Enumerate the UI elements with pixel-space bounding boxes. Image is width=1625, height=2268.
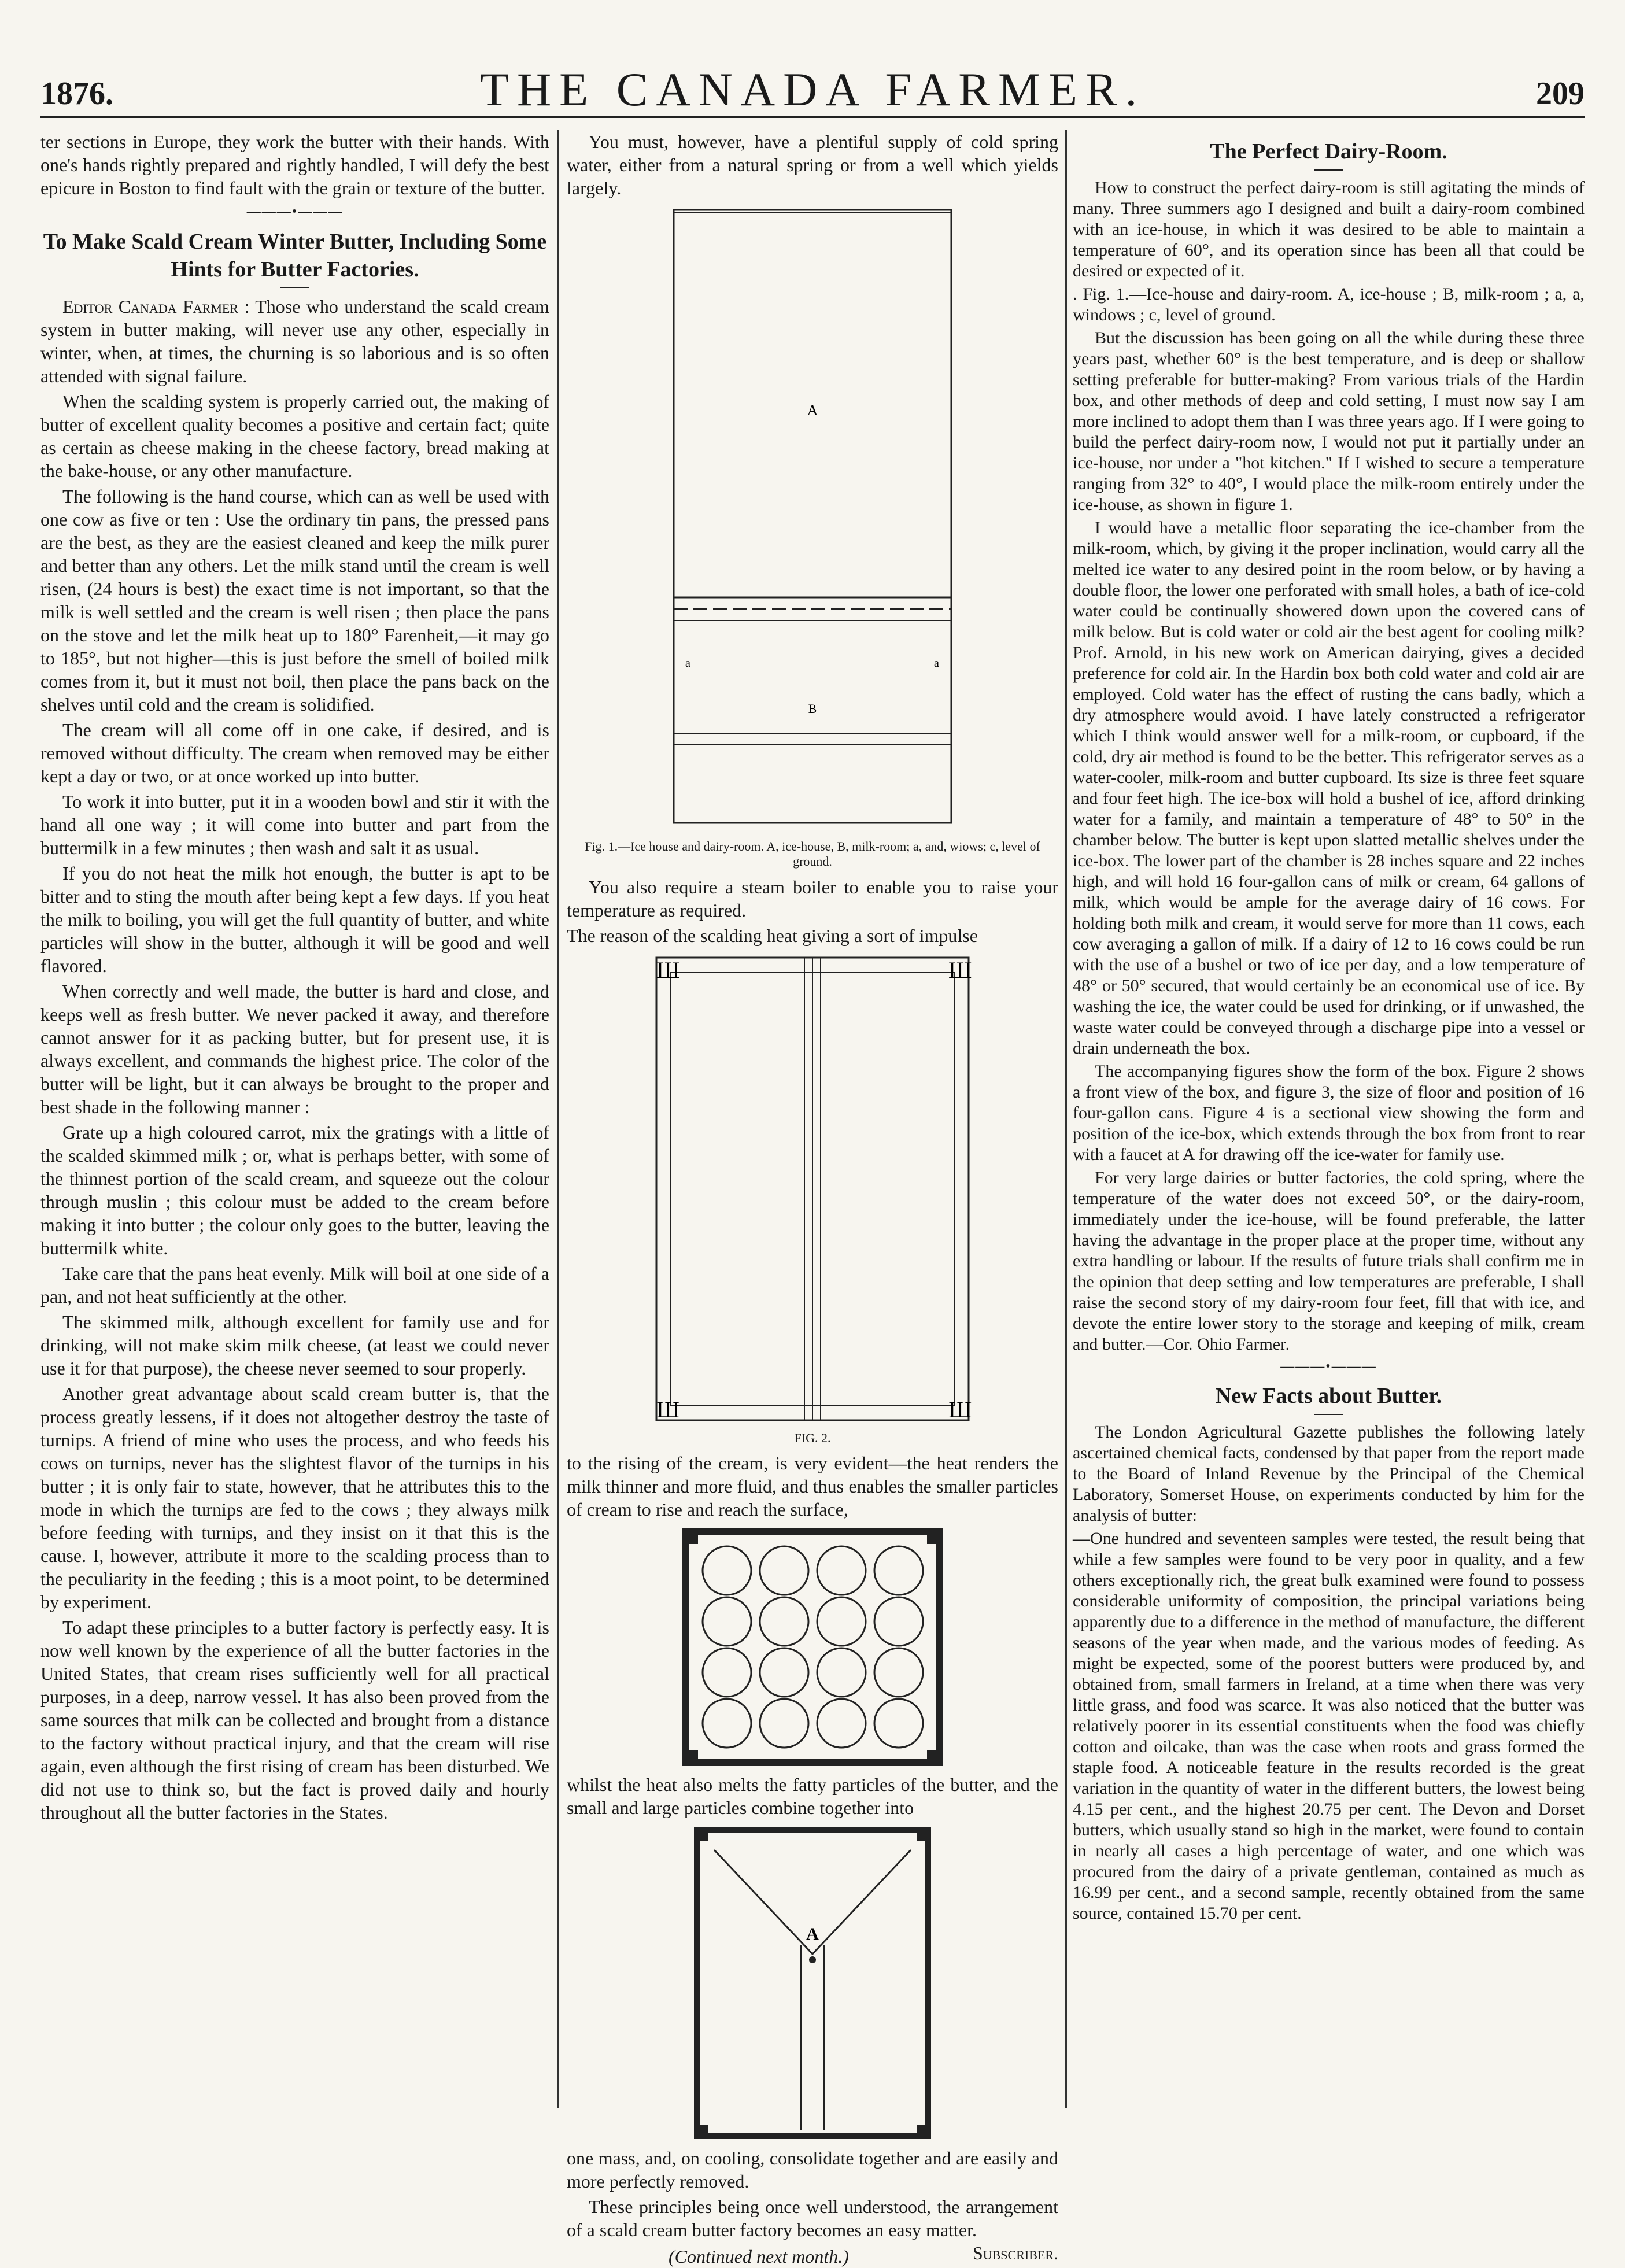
continued-note: (Continued next month.) — [669, 2246, 849, 2267]
paragraph: Take care that the pans heat evenly. Milk will boil at one side of a pan, and not heat sufficiently at the other. — [40, 1263, 549, 1307]
paragraph: The skimmed milk, although excellent for family use and for drinking, will not make skim milk cheese, (at least we could never use it for that purpose), the cheese never seemed to sour properly. — [40, 1312, 549, 1379]
paragraph: You also require a steam boiler to enable you to raise your temperature as required. — [567, 876, 1058, 921]
milk-can — [703, 1699, 751, 1748]
milk-can — [874, 1597, 923, 1646]
corner-post — [927, 1750, 940, 1763]
article-heading: New Facts about Butter. — [1215, 1384, 1442, 1409]
column-divider — [557, 130, 559, 2108]
milk-can — [703, 1648, 751, 1697]
salutation: Editor Canada Farmer : — [62, 296, 250, 317]
paragraph: to the rising of the cream, is very evident—the heat renders the milk thinner and more fluid, and thus enables the smaller particles of cream to rise and reach the surface, — [567, 1453, 1058, 1520]
column-middle — [567, 130, 1058, 2267]
milk-can — [874, 1699, 923, 1748]
corner-post — [685, 1750, 698, 1763]
window-label: a — [685, 657, 690, 670]
short-rule — [1314, 169, 1343, 171]
paragraph: These principles being once well understood, the arrangement of a scald cream butter factory becomes an easy matter. Subscriber. — [567, 2196, 1058, 2264]
hinge-icon: Ш — [948, 1396, 972, 1423]
corner-post — [697, 1830, 708, 1841]
column-left — [40, 130, 549, 2096]
page-number: 209 — [1536, 76, 1585, 112]
article-heading: The Perfect Dairy-Room. — [1210, 139, 1447, 164]
floor-frame — [685, 1531, 940, 1763]
milk-can — [817, 1699, 866, 1748]
paragraph: For very large dairies or butter factories, the cold spring, where the temperature of the water does not exceed 50°, or the dairy-room, immediately under the ice-house, will be found preferable, the latter having the advantage in the proper place at the proper time, without any extra handling or labour. If the results of future trials shall confirm me in the opinion that deep setting and low temperatures are preferable, I shall raise the second story of my dairy-room four feet, fill that with ice, and devote the entire lower story to the storage and keeping of milk, cream and butter.—Cor. Ohio Farmer. — [1073, 1168, 1585, 1354]
paragraph: To adapt these principles to a butter factory is perfectly easy. It is now well known by the experience of all the butter factories in the United States, that cream rises sufficiently well for all practical purposes, in a deep, narrow vessel. It has also been proved from the same sources that milk can be collected and brought from a distance to the factory without practical injury, and that the cream will rise again, even although the first rising of cream has been disturbed. We did not use to think so, but the fact is proved daily and hourly throughout all the butter factories in the States. — [40, 1617, 549, 1823]
milk-can — [703, 1546, 751, 1595]
paragraph: whilst the heat also melts the fatty particles of the butter, and the small and large particles combine together into — [567, 1774, 1058, 1819]
column-right — [1073, 130, 1585, 2108]
milk-can — [874, 1546, 923, 1595]
faucet-icon — [809, 1956, 816, 1963]
figure-4-sectional-view — [691, 1824, 934, 2142]
paragraph: You must, however, have a plentiful supply of cold spring water, either from a natural spring or from a well which yields largely. — [567, 131, 1058, 198]
paragraph: If you do not heat the milk hot enough, the butter is apt to be bitter and to sting the mouth after being kept a few days. If you heat the milk to boiling, you will get the full quantity of butter, and white particles will show in the butter, although it will be good and well flavored. — [40, 863, 549, 976]
header-year: 1876. — [40, 76, 113, 112]
hinge-icon: Ш — [948, 956, 972, 983]
milk-can — [760, 1597, 808, 1646]
header-rule — [40, 116, 1585, 118]
milk-can — [760, 1648, 808, 1697]
label-b: B — [808, 701, 817, 716]
corner-post — [917, 1830, 928, 1841]
label-a: A — [806, 1925, 819, 1944]
paragraph: Another great advantage about scald cream butter is, that the process greatly lessens, if it does not altogether destroy the taste of turnips. A friend of mine who uses the process, and who feeds his cows on turnips, never has the slightest flavor of the turnips in his butter ; it is only fair to state, however, that he attributes this to the mode in which the turnips are fed to the cows ; they always milk before feeding with turnips, and they insist on it that this is the cause. I, however, attribute it more to the scalding process than to the peculiarity in the feeding ; this is a moot point, to be determined by experiment. — [40, 1383, 549, 1612]
author-signature: Subscriber. — [972, 2243, 1058, 2264]
ice-house-outline — [674, 210, 951, 823]
milk-can — [817, 1546, 866, 1595]
figure-2-box-front-view — [633, 952, 992, 1426]
paragraph: How to construct the perfect dairy-room is still agitating the minds of many. Three summers ago I designed and built a dairy-room combined with an ice-house, in which it was desired to be able to maintain a temperature of 60°, and its operation since has been all that could be desired or expected of it. — [1073, 178, 1585, 280]
window-label: a — [934, 657, 939, 670]
corner-post — [927, 1531, 940, 1544]
paragraph: one mass, and, on cooling, consolidate together and are easily and more perfectly removed. — [567, 2148, 1058, 2192]
milk-cans — [703, 1546, 923, 1748]
paragraph: To work it into butter, put it in a wooden bowl and stir it with the hand all one way ; it will come into butter and part from the buttermilk in a few minutes ; then wash and salt it as usual. — [40, 791, 549, 858]
corner-post — [685, 1531, 698, 1544]
paragraph: The reason of the scalding heat giving a sort of impulse — [567, 925, 978, 946]
column-divider — [1065, 130, 1067, 2108]
milk-can — [760, 1699, 808, 1748]
figure-3-floor-plan-cans — [679, 1525, 946, 1768]
figure-1-ice-house-diagram — [651, 204, 974, 834]
paragraph: I would have a metallic floor separating the ice-chamber from the milk-room, which, by giving it the proper inclination, would carry all the melted ice water to any desired point in the room below, or by having a double floor, the lower one perforated with small holes, a bath of ice-cold water could be continually showered down upon the covered cans of milk below. But is cold water or cold air the best agent for cooling milk? Prof. Arnold, in his new work on American dairying, gives a decided preference for cold air. In the Hardin box both cold water and cold air are employed. Cold water has the effect of rusting the cans badly, which a dry atmosphere would avoid. I have lately constructed a refrigerator which I think would answer well for a milk-room, or cupboard, if the cold, dry air method is found to be the better. This refrigerator serves as a water-cooler, milk-room and butter cupboard. Its size is three feet square and four feet high. The ice-box will hold a bushel of ice, afford drinking water for a family, and maintain a temperature of 48° to 50° in the chamber below. The butter is kept upon slatted metallic shelves under the ice-box. The lower part of the chamber is 28 inches square and 22 inches high, and will hold 16 four-gallon cans of milk or cream, 64 gallons of milk, which would be ample for the average dairy of 16 cows. For holding both milk and cream, it would serve for more than 11 cows, each cow averaging a gallon of milk. If a dairy of 12 to 16 cows could be run with the use of a bushel or two of ice per day, and a low temperature of 48° or 50° secured, that would certainly be an economical use of ice. By washing the ice, the water could be used for drinking, or if unwashed, the waste water could be conveyed through a discharge pipe into a vessel or drain underneath the box. — [1073, 518, 1585, 1058]
page-header — [40, 52, 1585, 116]
paragraph: But the discussion has been going on all the while during these three years past, whether 60° is the best temperature, and is deep or shallow setting preferable for butter-making? From various trials of the Hardin box, and other methods of deep and cold setting, I must now say I am more inclined to adopt them than I was three years ago. If I were going to build the perfect dairy-room now, I would not put it partially under an ice-house, nor under a "hot kitchen." If I wished to secure a temperature ranging from 32° to 40°, I would place the milk-room entirely under the ice-house, as shown in figure 1. — [1073, 328, 1585, 514]
corner-post — [697, 2125, 708, 2136]
paragraph: The London Agricultural Gazette publishes the following lately ascertained chemical facts, condensed by that paper from the report made to the Board of Inland Revenue by the Principal of the Chemical Laboratory, Somerset House, on experiments conducted by him for the analysis of butter: — [1073, 1422, 1585, 1525]
paragraph: —One hundred and seventeen samples were tested, the result being that while a few samples were found to be very poor in quality, and a few others exceptionally rich, the great bulk examined were found to possess considerable uniformity of composition, the principal variations being apparently due to a difference in the method of manufacture, the different seasons of the year when made, and the various modes of feeding. As might be expected, some of the poorest butters were produced by, and obtained from, small farmers in Ireland, at a time when there was very little grass, and food was scarce. It was also noticed that the butter was relatively poorer in its essential constituents when the food was chiefly cotton and oilcake, than was the case when roots and grass formed the staple food. A noticeable feature in the results recorded is the great variation in the quantity of water in the different butters, the lowest being 4.15 per cent., and the highest 20.75 per cent. The Devon and Dorset butters, which usually stand so high in the market, were found to contain in nearly all cases a high percentage of water, and one which was procured from the dairy of a private gentleman, contained as much as 16.99 per cent., and a second sample, recently obtained from the same source, contained 15.70 per cent. — [1073, 1528, 1585, 1923]
paragraph: Grate up a high coloured carrot, mix the gratings with a little of the scalded skimmed milk ; or, what is perhaps better, with some of the thinnest portion of the scald cream, and squeeze out the colour through muslin ; this colour must be added to the cream before making it into butter ; the colour only goes to the butter, leaving the buttermilk white. — [40, 1122, 549, 1258]
masthead-title: THE CANADA FARMER. — [479, 63, 1146, 116]
milk-can — [874, 1648, 923, 1697]
box-section-outline — [697, 1830, 928, 2136]
figure-reference: . Fig. 1.—Ice-house and dairy-room. A, ice-house ; B, milk-room ; a, a, windows ; c, level of ground. — [1073, 284, 1585, 324]
milk-can — [817, 1648, 866, 1697]
paragraph: When the scalding system is properly carried out, the making of butter of excellent quality becomes a positive and certain fact; quite as certain as cheese making in the cheese factory, bread making at the bake-house, or any other manufacture. — [40, 391, 549, 481]
figure-1-caption: Fig. 1.—Ice house and dairy-room. A, ice-house, B, milk-room; a, and, wiows; c, level of ground. — [585, 839, 1040, 869]
label-a: A — [807, 402, 818, 419]
ornament-divider: ———•——— — [1280, 1358, 1377, 1374]
hinge-icon: Ш — [656, 956, 680, 983]
continued-text: ter sections in Europe, they work the butter with their hands. With one's hands rightly prepared and rightly handled, I will defy the best epicure in Boston to find fault with the grain or texture of the butter. — [40, 131, 549, 198]
paragraph: When correctly and well made, the butter is hard and close, and keeps well as fresh butter. We never packed it away, and therefore cannot answer for it as packing butter, but for present use, it is always excellent, and commands the highest price. The color of the butter will be light, but it can always be brought to the proper and best shade in the following manner : — [40, 981, 549, 1117]
hinge-icon: Ш — [656, 1396, 680, 1423]
corner-post — [917, 2125, 928, 2136]
paragraph: Editor Canada Farmer : Those who understand the scald cream system in butter making, will never use any other, especially in winter, when, at times, the churning is so laborious and is so often attended with signal failure. — [40, 296, 550, 386]
milk-can — [703, 1597, 751, 1646]
figure-2-caption: FIG. 2. — [794, 1430, 831, 1445]
paragraph: The accompanying figures show the form of the box. Figure 2 shows a front view of the box, and figure 3, the size of floor and position of 16 four-gallon cans. Figure 4 is a sectional view showing the form and position of the ice-box, which extends through the box from front to rear with a faucet at A for drawing off the ice-water for family use. — [1073, 1061, 1585, 1164]
paragraph: The following is the hand course, which can as well be used with one cow as five or ten : Use the ordinary tin pans, the pressed pans are the best, as they are the easiest cleaned and keep the milk purer and better than any others. Let the milk stand until the cream is well risen, (24 hours is best) the exact time is not important, so that the milk is well settled and the cream is well risen ; then place the pans on the stove and let the milk heat up to 180° Farenheit,—it may go to 185°, but not higher—this is just before the smell of boiled milk comes from it, but it must not boil, then place the pans back on the shelves until cold and the cream is solidified. — [40, 486, 549, 715]
milk-can — [760, 1546, 808, 1595]
short-rule — [280, 287, 309, 288]
milk-can — [817, 1597, 866, 1646]
paragraph: The cream will all come off in one cake, if desired, and is removed without difficulty. The cream when removed may be either kept a day or two, or at once worked up into butter. — [40, 719, 549, 786]
short-rule — [1314, 1414, 1343, 1415]
ornament-divider: ———•——— — [246, 204, 344, 219]
article-heading: To Make Scald Cream Winter Butter, Including Some Hints for Butter Factories. — [43, 230, 547, 282]
